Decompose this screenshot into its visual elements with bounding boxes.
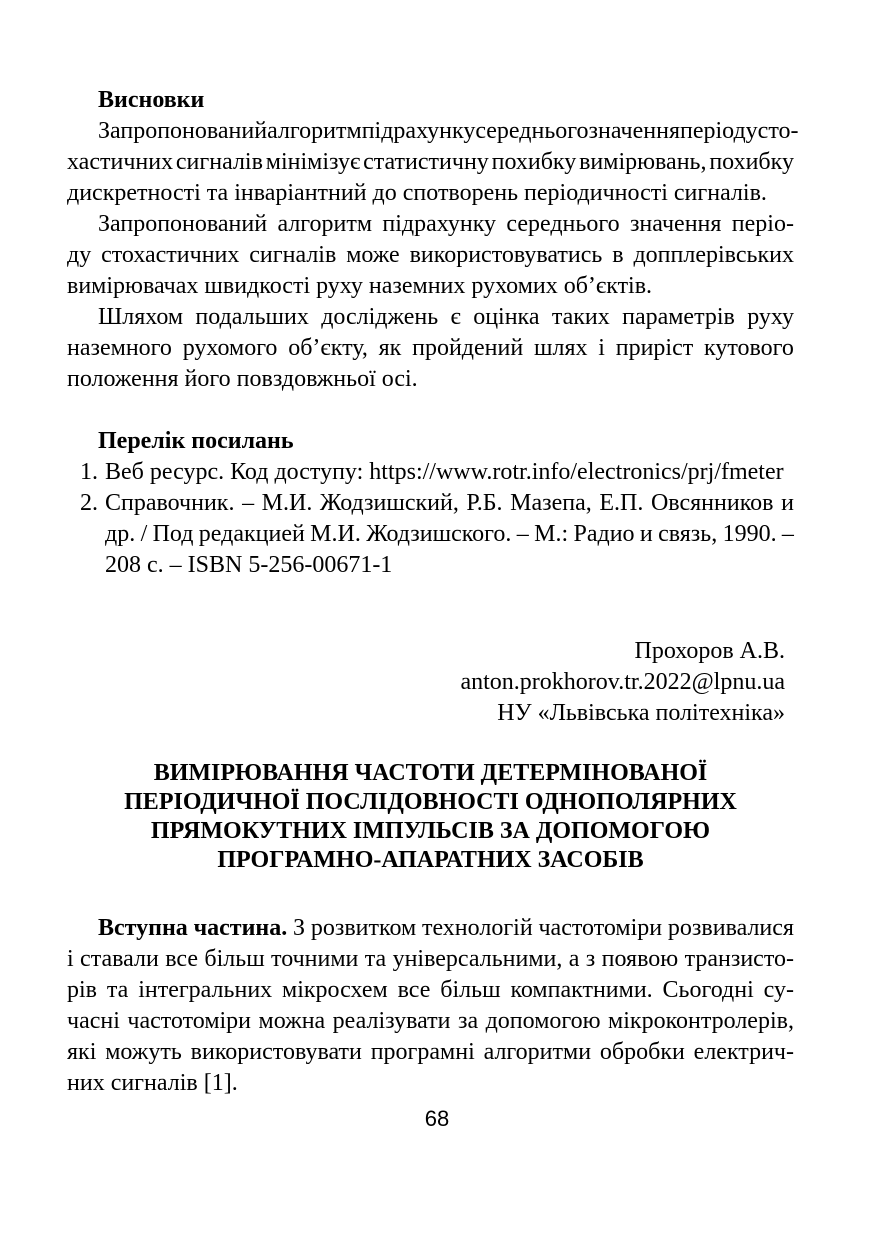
text-line: Запропонований алгоритм підрахунку середнього значення періоду сто- (98, 118, 799, 144)
author-email: anton.prokhorov.tr.2022@lpnu.ua (460, 669, 785, 695)
text-line: др. / Под редакцией М.И. Жодзишского. – М.: Радио и связь, 1990. – (105, 521, 794, 547)
article-title (67, 759, 794, 875)
reference-item-1 (67, 457, 794, 488)
conclusions-heading: Висновки (98, 87, 205, 113)
reference-number: 1. (80, 459, 98, 485)
text-line: ПРОГРАМНО-АПАРАТНИХ ЗАСОБІВ (217, 847, 644, 873)
text-line: Шляхом подальших досліджень є оцінка таких параметрів руху (98, 304, 794, 330)
references-section (67, 426, 794, 581)
text-line: які можуть використовувати програмні алгоритми обробки електрич- (67, 1039, 794, 1065)
text-line: часні частотоміри можна реалізувати за допомогою мікроконтролерів, (67, 1008, 794, 1034)
text-line: хастичних сигналів мінімізує статистичну похибку вимірювань, похибку (67, 149, 794, 175)
text-line: дискретності та інваріантний до спотворень періодичності сигналів. (67, 180, 767, 206)
text-line: Вступна частина. З розвитком технологій частотоміри розвивалися (98, 915, 794, 941)
author-name: Прохоров А.В. (634, 638, 785, 664)
reference-text (105, 457, 794, 488)
text-line: них сигналів [1]. (67, 1070, 238, 1096)
text-line: Веб ресурс. Код доступу: https://www.rotr.info/electronics/prj/fmeter (105, 459, 784, 485)
text-line: ПЕРІОДИЧНОЇ ПОСЛІДОВНОСТІ ОДНОПОЛЯРНИХ (124, 789, 737, 815)
text-line: 208 с. – ISBN 5-256-00671-1 (105, 552, 393, 578)
conclusions-paragraph-1 (67, 116, 799, 209)
text-line: ду стохастичних сигналів може використовуватись в допплерівських (67, 242, 794, 268)
text-line: вимірювачах швидкості руху наземних рухомих об’єктів. (67, 273, 653, 299)
text-line: ПРЯМОКУТНИХ ІМПУЛЬСІВ ЗА ДОПОМОГОЮ (150, 818, 711, 844)
text-line: Справочник. – М.И. Жодзишский, Р.Б. Мазепа, Е.П. Овсянников и (105, 490, 794, 516)
references-heading: Перелік посилань (98, 428, 294, 454)
reference-number: 2. (80, 490, 98, 516)
reference-item-2 (67, 488, 794, 581)
text-line: Запропонований алгоритм підрахунку середнього значення періо- (98, 211, 794, 237)
author-affiliation: НУ «Львівська політехніка» (497, 700, 785, 726)
text-line: наземного рухомого об’єкту, як пройдений шлях і приріст кутового (67, 335, 794, 361)
author-block (67, 636, 794, 729)
text-line: і ставали все більш точними та універсальними, а з появою транзисто- (67, 946, 794, 972)
text-line: ВИМІРЮВАННЯ ЧАСТОТИ ДЕТЕРМІНОВАНОЇ (153, 760, 708, 786)
conclusions-paragraph-3 (67, 302, 794, 395)
page-number: 68 (424, 1106, 450, 1131)
reference-text (105, 488, 794, 581)
text-line: положення його повздовжньої осі. (67, 366, 418, 392)
text-line: рів та інтегральних мікросхем все більш компактними. Сьогодні су- (67, 977, 794, 1003)
conclusions-paragraph-2 (67, 209, 794, 302)
intro-paragraph (67, 913, 794, 1099)
